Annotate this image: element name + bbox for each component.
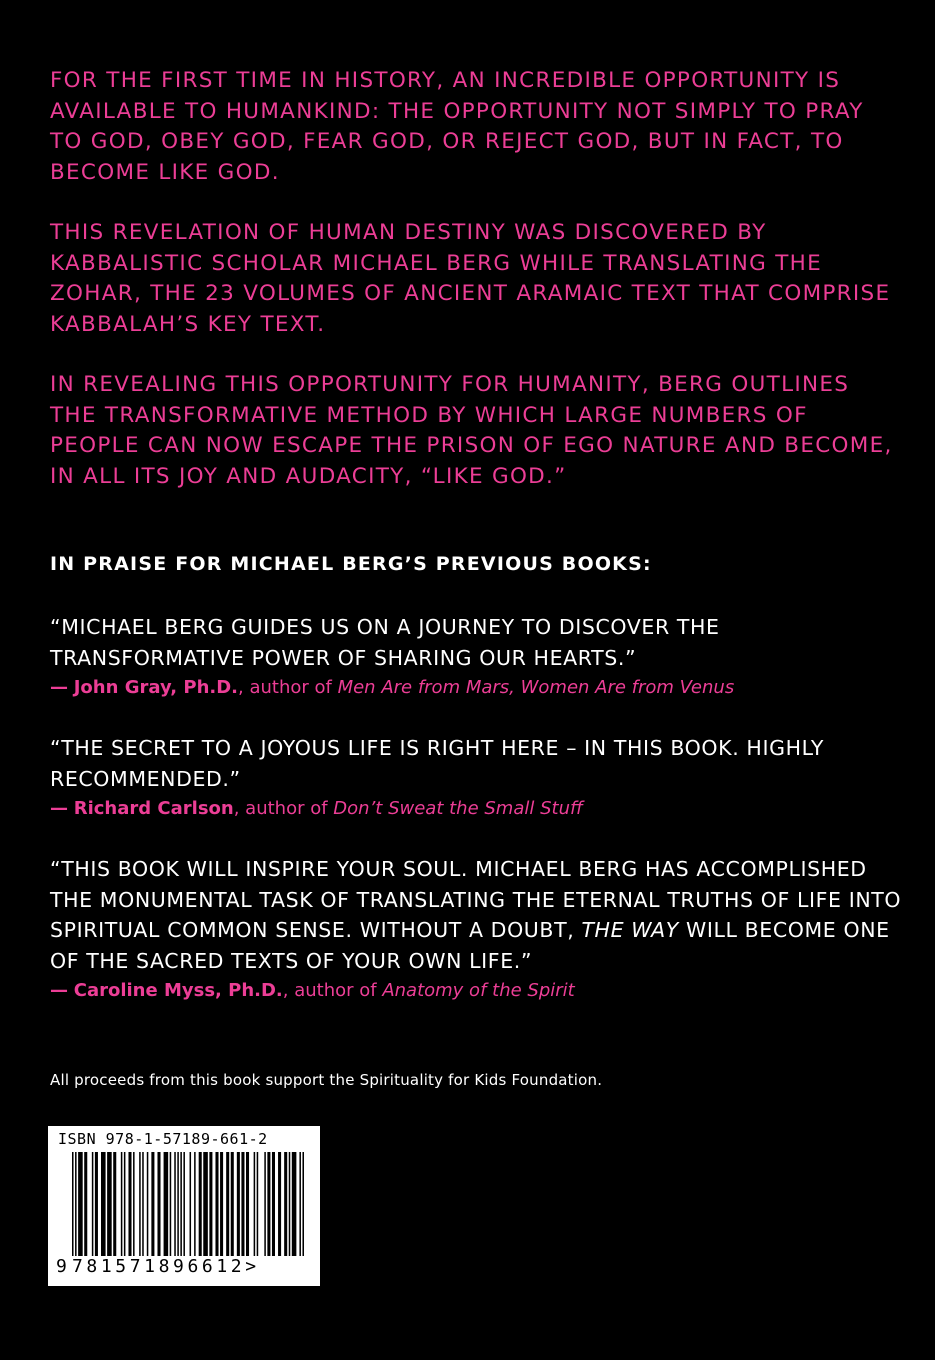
barcode-bar [107, 1152, 112, 1256]
barcode-bar [272, 1152, 275, 1256]
barcode-bar [237, 1152, 240, 1256]
barcode-bar [183, 1152, 185, 1256]
barcode-bar [124, 1152, 126, 1256]
quote-text-book-title: THE WAY [581, 918, 679, 942]
barcode-bar [203, 1152, 208, 1256]
barcode-bar [241, 1152, 244, 1256]
barcode-bar [246, 1152, 249, 1256]
praise-quote-1 [50, 612, 910, 703]
barcode-bar [164, 1152, 169, 1256]
barcode-bar [174, 1152, 176, 1256]
barcode-bar [267, 1152, 270, 1256]
barcode-bar [128, 1152, 131, 1256]
praise-quote-2 [50, 733, 910, 824]
isbn-barcode [48, 1126, 320, 1286]
barcode-bar [177, 1152, 179, 1256]
blurb-paragraph-3 [50, 370, 900, 492]
barcode-bar [220, 1152, 223, 1256]
barcode-bar [113, 1152, 116, 1256]
barcode-bar [231, 1152, 234, 1256]
barcode-bar [92, 1152, 94, 1256]
barcode-bar [215, 1152, 218, 1256]
quote-attribution [50, 976, 910, 1006]
barcode-bar [254, 1152, 256, 1256]
quote-text: “THE SECRET TO A JOYOUS LIFE IS RIGHT HERE – IN THIS BOOK. HIGHLY RECOMMENDED.” [50, 736, 825, 791]
barcode-bar [289, 1152, 291, 1256]
attribution-dash: — [50, 798, 68, 819]
attribution-dash: — [50, 677, 68, 698]
barcode-bar [75, 1152, 77, 1256]
blurb-paragraph-2 [50, 218, 900, 340]
quote-attribution [50, 673, 910, 703]
isbn-label: ISBN 978-1-57189-661-2 [58, 1130, 268, 1148]
barcode-bar [278, 1152, 281, 1256]
blurb-text-2: THIS REVELATION OF HUMAN DESTINY WAS DISCOVERED BY KABBALISTIC SCHOLAR MICHAEL BERG WHILE TRANSLATING THE ZOHAR, THE 23 VOLUMES OF ANCIENT ARAMAIC TEXT THAT COMPRISE KABBALAH’S KEY TEXT. [50, 220, 891, 337]
praise-quote-3 [50, 854, 910, 1006]
barcode-bar [194, 1152, 196, 1256]
barcode-bar [199, 1152, 202, 1256]
attribution-dash: — [50, 980, 68, 1001]
barcode-bar [151, 1152, 154, 1256]
barcode-bar [190, 1152, 192, 1256]
quote-text: “MICHAEL BERG GUIDES US ON A JOURNEY TO DISCOVER THE TRANSFORMATIVE POWER OF SHARING OUR HEARTS.” [50, 615, 720, 670]
barcode-bar [257, 1152, 259, 1256]
blurb-text-3: IN REVEALING THIS OPPORTUNITY FOR HUMANITY, BERG OUTLINES THE TRANSFORMATIVE METHOD BY WHICH LARGE NUMBERS OF PEOPLE CAN NOW ESCAPE THE PRISON OF EGO NATURE AND BECOME, IN ALL ITS JOY AND AUDACITY, “LIKE GOD.” [50, 372, 893, 489]
blurb-text-1: FOR THE FIRST TIME IN HISTORY, AN INCREDIBLE OPPORTUNITY IS AVAILABLE TO HUMANKIND: THE OPPORTUNITY NOT SIMPLY TO PRAY TO GOD, OBEY GOD, FEAR GOD, OR REJECT GOD, BUT IN FACT, TO BECOME LIKE GOD. [50, 68, 864, 185]
barcode-bar [84, 1152, 87, 1256]
barcode-bar [101, 1152, 106, 1256]
attribution-book-title: Don’t Sweat the Small Stuff [333, 798, 583, 819]
attribution-by: , author of [238, 677, 338, 698]
barcode-digits: 781571896612> [72, 1256, 260, 1277]
barcode-bar [264, 1152, 266, 1256]
attribution-by: , author of [233, 798, 334, 819]
quote-text [50, 854, 910, 976]
barcode-bar [147, 1152, 149, 1256]
quote-text-after: WILL BECOME ONE OF THE SACRED TEXTS OF YOUR OWN LIFE.” [50, 918, 890, 973]
barcode-bar [121, 1152, 123, 1256]
quote-text-before: “THIS BOOK WILL INSPIRE YOUR SOUL. MICHAEL BERG HAS ACCOMPLISHED THE MONUMENTAL TASK OF TRANSLATING THE ETERNAL TRUTHS OF LIFE INTO SPIRITUAL COMMON SENSE. WITHOUT A DOUBT, [50, 857, 902, 942]
attribution-name: Richard Carlson [73, 798, 234, 819]
barcode-bar [292, 1152, 297, 1256]
praise-heading: IN PRAISE FOR MICHAEL BERG’S PREVIOUS BOOKS: [50, 553, 652, 575]
barcode-bar [170, 1152, 172, 1256]
barcode-bar [226, 1152, 229, 1256]
barcode-bar [299, 1152, 301, 1256]
barcode-bar [180, 1152, 182, 1256]
attribution-book-title: Anatomy of the Spirit [382, 980, 575, 1001]
attribution-name: John Gray, Ph.D. [73, 677, 239, 698]
attribution-book-title: Men Are from Mars, Women Are from Venus [337, 677, 735, 698]
attribution-name: Caroline Myss, Ph.D. [73, 980, 283, 1001]
proceeds-note: All proceeds from this book support the Spirituality for Kids Foundation. [50, 1071, 603, 1089]
barcode-bar [209, 1152, 212, 1256]
barcode-bar [72, 1152, 74, 1256]
blurb-paragraph-1 [50, 66, 900, 188]
quote-attribution [50, 794, 910, 824]
barcode-bar [139, 1152, 141, 1256]
attribution-by: , author of [282, 980, 383, 1001]
barcode-bar [284, 1152, 287, 1256]
barcode-bar [133, 1152, 135, 1256]
barcode-lead-digit: 9 [56, 1256, 67, 1277]
barcode-bar [78, 1152, 83, 1256]
barcode-bars [72, 1152, 304, 1256]
barcode-bar [157, 1152, 160, 1256]
barcode-bar [142, 1152, 144, 1256]
barcode-bar [95, 1152, 98, 1256]
barcode-bar [302, 1152, 304, 1256]
